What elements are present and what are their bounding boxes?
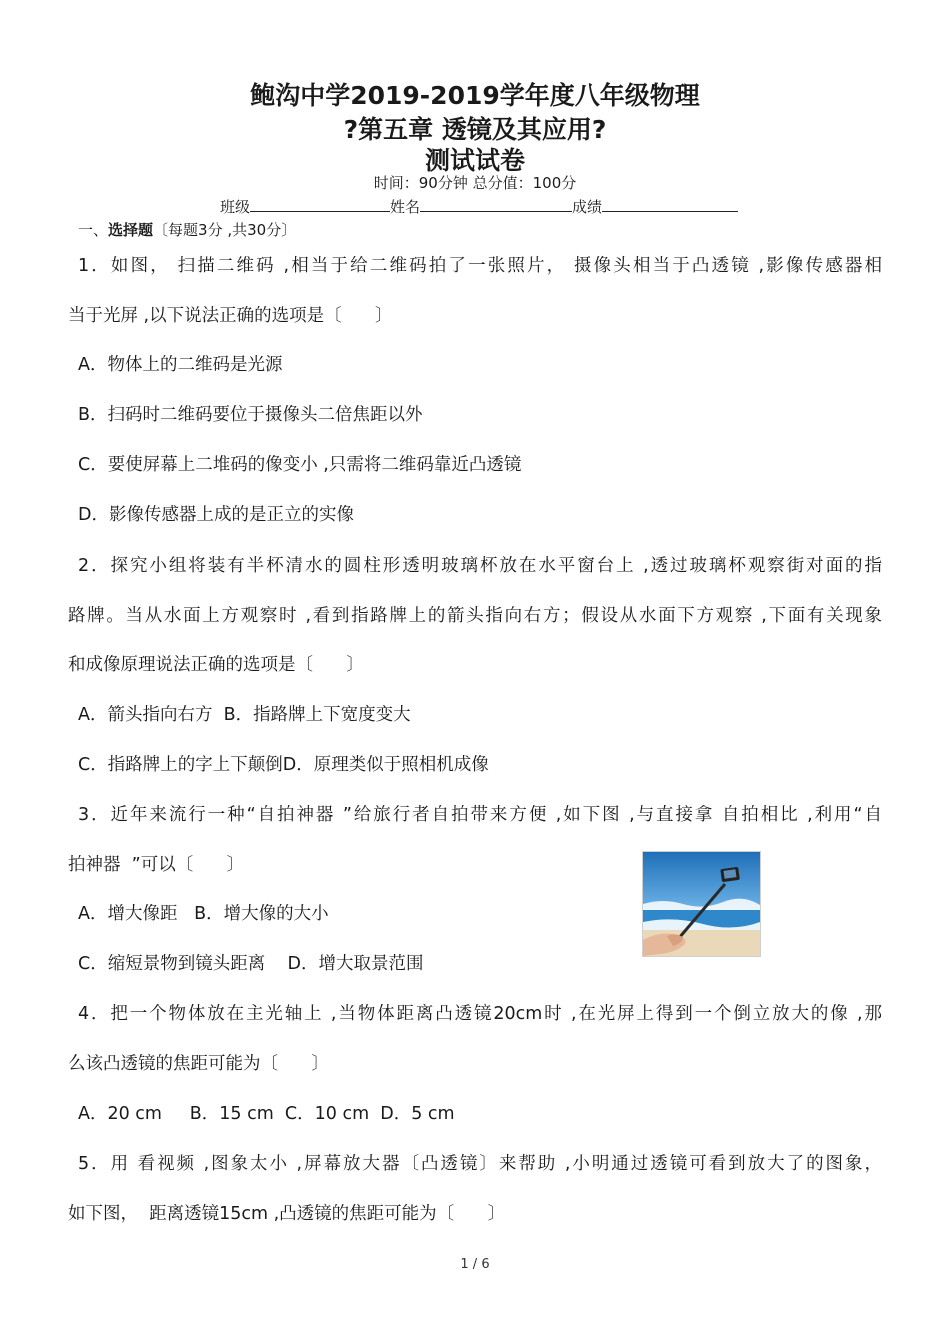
section-prefix: 一、 [78, 221, 109, 239]
q1-option-b: B．扫码时二维码要位于摄像头二倍焦距以外 [78, 405, 423, 425]
q3-stem-line2: 拍神器 ”可以〔 〕 [68, 855, 245, 875]
q2-options-ab: A．箭头指向右方 B．指路牌上下宽度变大 [78, 705, 411, 725]
selfie-stick-illustration [643, 852, 760, 956]
exam-title-line3: 测试试卷 [424, 146, 525, 175]
q1-option-a: A．物体上的二维码是光源 [78, 355, 283, 375]
student-info-fields [220, 196, 738, 217]
q1-stem-line1: 1．如图， 扫描二维码 ,相当于给二维码拍了一张照片， 摄像头相当于凸透镜 ,影像传感器相 [78, 256, 882, 276]
exam-title-line1: 鲍沟中学2019-2019学年度八年级物理 [250, 81, 700, 110]
q3-stem-line1: 3．近年来流行一种“自拍神器 ”给旅行者自拍带来方便 ,如下图 ,与直接拿 自拍相比 ,利用“自 [78, 805, 882, 825]
q5-stem-line1: 5．用 看视频 ,图象太小 ,屏幕放大器〔凸透镜〕来帮助 ,小明通过透镜可看到放大了的图象， [78, 1154, 882, 1174]
selfie-stick-photo [642, 851, 761, 957]
name-label: 姓名 [390, 198, 421, 216]
q3-options-ab: A．增大像距 B．增大像的大小 [78, 904, 329, 924]
q1-option-c: C．要使屏幕上二堆码的像变小 ,只需将二维码靠近凸透镜 [78, 455, 522, 475]
q2-options-cd: C．指路牌上的字上下颠倒D．原理类似于照相机成像 [78, 755, 489, 775]
q2-stem-line3: 和成像原理说法正确的选项是〔 〕 [68, 655, 364, 675]
score-label: 成绩 [572, 198, 603, 216]
q2-stem-line2: 路牌。当从水面上方观察时 ,看到指路牌上的箭头指向右方；假设从水面下方观察 ,下面有关现象 [68, 606, 882, 626]
class-label: 班级 [220, 198, 251, 216]
q5-stem-line2: 如下图， 距离透镜15cm ,凸透镜的焦距可能为〔 〕 [68, 1204, 506, 1224]
q1-stem-line2: 当于光屏 ,以下说法正确的选项是〔 〕 [68, 306, 393, 326]
q4-stem-line1: 4．把一个物体放在主光轴上 ,当物体距离凸透镜20cm时 ,在光屏上得到一个倒立放大的像 ,那 [78, 1004, 882, 1024]
q1-option-d: D．影像传感器上成的是正立的实像 [78, 505, 354, 525]
q4-stem-line2: 么该凸透镜的焦距可能为〔 〕 [68, 1054, 329, 1074]
q4-options: A．20 cm B．15 cm C．10 cm D．5 cm [78, 1104, 455, 1124]
exam-title-line2: ?第五章 透镜及其应用? [343, 115, 607, 144]
class-blank [250, 197, 390, 212]
name-blank [420, 197, 572, 212]
q2-stem-line1: 2．探究小组将装有半杯清水的圆柱形透明玻璃杯放在水平窗台上 ,透过玻璃杯观察街对面的指 [78, 556, 882, 576]
section-name: 选择题 [108, 221, 154, 239]
page-number: 1 / 6 [460, 1257, 490, 1272]
score-blank [602, 197, 738, 212]
q3-options-cd: C．缩短景物到镜头距离 D．增大取景范围 [78, 954, 424, 974]
time-info: 时间：90分钟 总分值：100分 [373, 174, 577, 192]
section-note: 〔每题3分 ,共30分〕 [153, 221, 297, 239]
section-heading [78, 219, 296, 240]
